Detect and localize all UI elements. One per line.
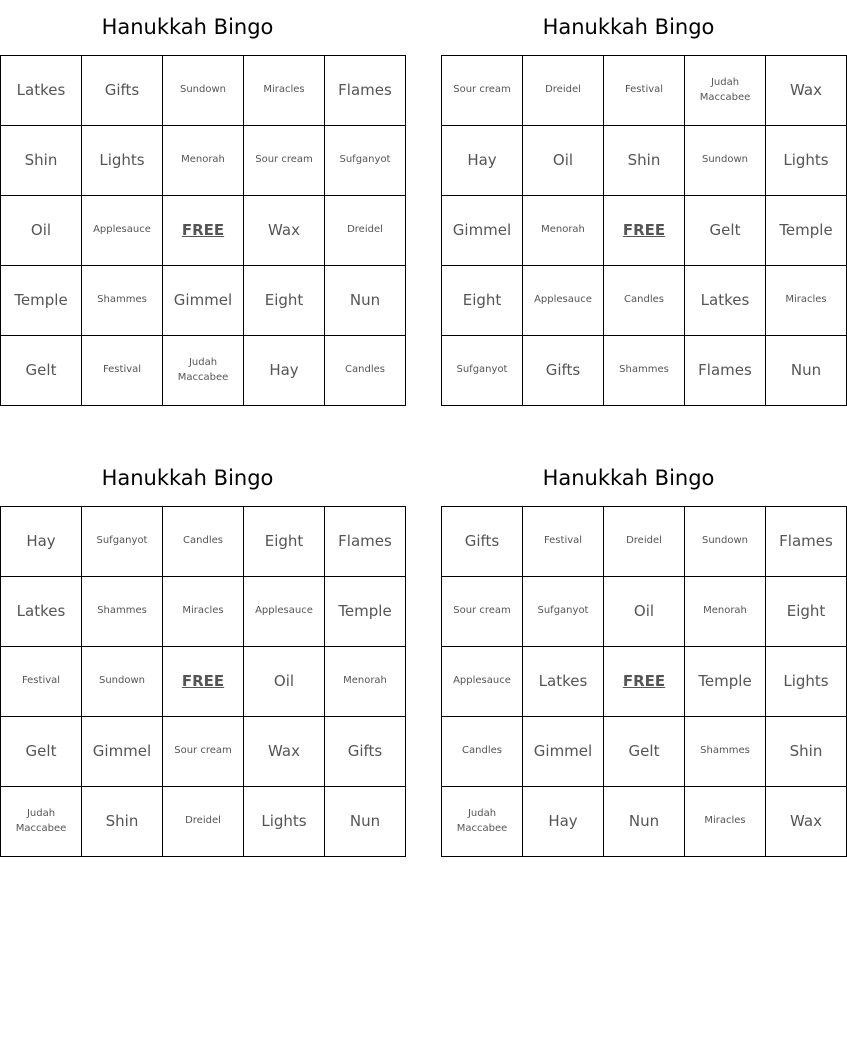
grid-row bbox=[442, 336, 847, 406]
bingo-cell: Gimmel bbox=[442, 196, 523, 266]
bingo-cell: Candles bbox=[163, 507, 244, 577]
bingo-cell: Shammes bbox=[604, 336, 685, 406]
bingo-cell: Latkes bbox=[1, 56, 82, 126]
bingo-cell: Dreidel bbox=[163, 787, 244, 857]
bingo-cell: Latkes bbox=[685, 266, 766, 336]
bingo-cell: Nun bbox=[325, 266, 406, 336]
bingo-cell: Dreidel bbox=[325, 196, 406, 266]
bingo-cell: Miracles bbox=[163, 577, 244, 647]
bingo-cell: Nun bbox=[766, 336, 847, 406]
bingo-cell: Gelt bbox=[685, 196, 766, 266]
grid-row bbox=[1, 647, 406, 717]
bingo-cell: Shin bbox=[604, 126, 685, 196]
bingo-cell: Menorah bbox=[523, 196, 604, 266]
card-title: Hanukkah Bingo bbox=[101, 15, 274, 39]
grid-row bbox=[1, 266, 406, 336]
bingo-cell: Shin bbox=[82, 787, 163, 857]
bingo-cell: Lights bbox=[244, 787, 325, 857]
bingo-cell: Festival bbox=[1, 647, 82, 717]
bingo-cell: Oil bbox=[523, 126, 604, 196]
bingo-cell: Oil bbox=[1, 196, 82, 266]
bingo-cell: Hay bbox=[442, 126, 523, 196]
grid-row bbox=[1, 507, 406, 577]
bingo-cell: Sour cream bbox=[163, 717, 244, 787]
free-space-cell: FREE bbox=[604, 196, 685, 266]
grid-row bbox=[1, 577, 406, 647]
bingo-cell: Sour cream bbox=[442, 577, 523, 647]
bingo-cell: Applesauce bbox=[442, 647, 523, 717]
bingo-cell: Applesauce bbox=[523, 266, 604, 336]
bingo-cell: Eight bbox=[244, 507, 325, 577]
bingo-cell: Candles bbox=[604, 266, 685, 336]
card-title: Hanukkah Bingo bbox=[101, 466, 274, 490]
bingo-cell: Lights bbox=[766, 647, 847, 717]
bingo-cell: Sufganyot bbox=[82, 507, 163, 577]
grid-row bbox=[442, 196, 847, 266]
grid-row bbox=[1, 196, 406, 266]
free-space-cell: FREE bbox=[163, 196, 244, 266]
bingo-cell: Judah Maccabee bbox=[685, 56, 766, 126]
bingo-cell: Eight bbox=[244, 266, 325, 336]
grid-row bbox=[1, 126, 406, 196]
bingo-grid bbox=[441, 55, 847, 406]
bingo-cell: Miracles bbox=[766, 266, 847, 336]
bingo-cell: Temple bbox=[685, 647, 766, 717]
bingo-cell: Flames bbox=[325, 56, 406, 126]
bingo-cell: Candles bbox=[442, 717, 523, 787]
bingo-cell: Wax bbox=[244, 196, 325, 266]
bingo-cell: Sundown bbox=[82, 647, 163, 717]
bingo-cell: Wax bbox=[244, 717, 325, 787]
bingo-cell: Temple bbox=[1, 266, 82, 336]
bingo-cell: Shammes bbox=[685, 717, 766, 787]
grid-row bbox=[1, 336, 406, 406]
grid-row bbox=[442, 577, 847, 647]
bingo-grid bbox=[0, 506, 406, 857]
grid-row bbox=[442, 56, 847, 126]
bingo-cell: Nun bbox=[604, 787, 685, 857]
grid-row bbox=[1, 787, 406, 857]
bingo-cell: Judah Maccabee bbox=[442, 787, 523, 857]
bingo-cell: Flames bbox=[685, 336, 766, 406]
bingo-cell: Hay bbox=[1, 507, 82, 577]
bingo-cell: Gimmel bbox=[523, 717, 604, 787]
bingo-cell: Applesauce bbox=[244, 577, 325, 647]
grid-row bbox=[442, 787, 847, 857]
bingo-cell: Shin bbox=[766, 717, 847, 787]
bingo-cell: Festival bbox=[82, 336, 163, 406]
grid-row bbox=[442, 266, 847, 336]
grid-row bbox=[442, 126, 847, 196]
bingo-cell: Menorah bbox=[685, 577, 766, 647]
bingo-cell: Latkes bbox=[1, 577, 82, 647]
free-space-cell: FREE bbox=[604, 647, 685, 717]
bingo-cell: Festival bbox=[604, 56, 685, 126]
bingo-cell: Nun bbox=[325, 787, 406, 857]
free-space-cell: FREE bbox=[163, 647, 244, 717]
bingo-cell: Gifts bbox=[325, 717, 406, 787]
bingo-cell: Oil bbox=[604, 577, 685, 647]
card-title: Hanukkah Bingo bbox=[542, 466, 715, 490]
bingo-cell: Candles bbox=[325, 336, 406, 406]
bingo-cell: Temple bbox=[325, 577, 406, 647]
bingo-cell: Menorah bbox=[325, 647, 406, 717]
bingo-cell: Sufganyot bbox=[325, 126, 406, 196]
bingo-cell: Hay bbox=[523, 787, 604, 857]
bingo-cell: Oil bbox=[244, 647, 325, 717]
bingo-grid bbox=[0, 55, 406, 406]
bingo-cell: Dreidel bbox=[604, 507, 685, 577]
bingo-cell: Judah Maccabee bbox=[1, 787, 82, 857]
bingo-cell: Sundown bbox=[163, 56, 244, 126]
bingo-cell: Gifts bbox=[442, 507, 523, 577]
bingo-cell: Gelt bbox=[604, 717, 685, 787]
bingo-cell: Gelt bbox=[1, 336, 82, 406]
bingo-cell: Dreidel bbox=[523, 56, 604, 126]
bingo-cell: Gimmel bbox=[82, 717, 163, 787]
bingo-cell: Sufganyot bbox=[523, 577, 604, 647]
bingo-cell: Latkes bbox=[523, 647, 604, 717]
bingo-cell: Flames bbox=[325, 507, 406, 577]
bingo-cell: Festival bbox=[523, 507, 604, 577]
bingo-cell: Shammes bbox=[82, 266, 163, 336]
bingo-cell: Sundown bbox=[685, 507, 766, 577]
bingo-cell: Gelt bbox=[1, 717, 82, 787]
grid-row bbox=[442, 717, 847, 787]
bingo-cell: Hay bbox=[244, 336, 325, 406]
bingo-cell: Lights bbox=[82, 126, 163, 196]
bingo-cell: Eight bbox=[766, 577, 847, 647]
card-title: Hanukkah Bingo bbox=[542, 15, 715, 39]
grid-row bbox=[442, 507, 847, 577]
bingo-cell: Sufganyot bbox=[442, 336, 523, 406]
bingo-cell: Judah Maccabee bbox=[163, 336, 244, 406]
bingo-cell: Menorah bbox=[163, 126, 244, 196]
bingo-cell: Wax bbox=[766, 56, 847, 126]
bingo-cell: Miracles bbox=[244, 56, 325, 126]
bingo-cell: Gifts bbox=[523, 336, 604, 406]
bingo-cell: Miracles bbox=[685, 787, 766, 857]
bingo-cell: Shin bbox=[1, 126, 82, 196]
bingo-cell: Shammes bbox=[82, 577, 163, 647]
bingo-cell: Sundown bbox=[685, 126, 766, 196]
grid-row bbox=[1, 56, 406, 126]
bingo-cell: Sour cream bbox=[244, 126, 325, 196]
bingo-cell: Gifts bbox=[82, 56, 163, 126]
bingo-cell: Flames bbox=[766, 507, 847, 577]
bingo-cell: Applesauce bbox=[82, 196, 163, 266]
bingo-cell: Lights bbox=[766, 126, 847, 196]
grid-row bbox=[442, 647, 847, 717]
bingo-cell: Wax bbox=[766, 787, 847, 857]
bingo-cell: Temple bbox=[766, 196, 847, 266]
bingo-cell: Gimmel bbox=[163, 266, 244, 336]
bingo-cell: Eight bbox=[442, 266, 523, 336]
bingo-cell: Sour cream bbox=[442, 56, 523, 126]
bingo-grid bbox=[441, 506, 847, 857]
grid-row bbox=[1, 717, 406, 787]
